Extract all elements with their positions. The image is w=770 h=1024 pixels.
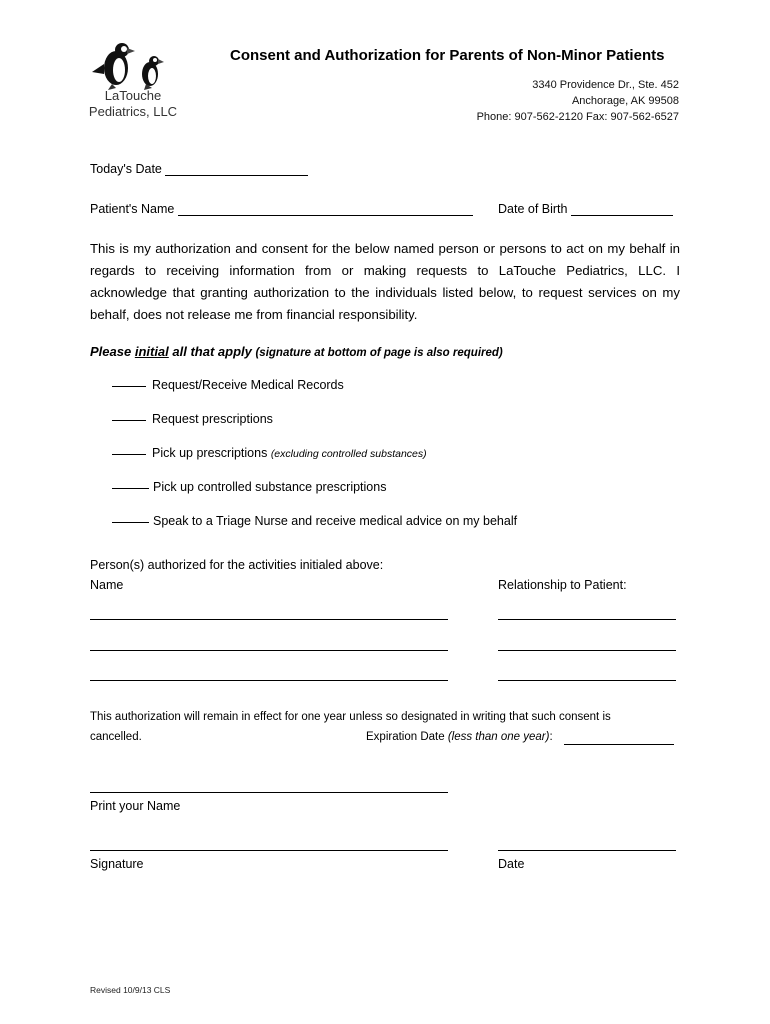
address-phone-fax: Phone: 907-562-2120 Fax: 907-562-6527 xyxy=(476,111,679,123)
expiration-label-note: (less than one year) xyxy=(447,731,550,743)
relationship-field[interactable] xyxy=(498,680,676,681)
date-of-birth-label: Date of Birth xyxy=(498,202,568,216)
logo-line-1: LaTouche xyxy=(104,88,162,103)
page-title: Consent and Authorization for Parents of Non-Minor Patients xyxy=(230,47,665,64)
date-of-birth-field[interactable] xyxy=(571,215,673,216)
expiration-date-label xyxy=(366,731,553,743)
patients-name-field[interactable] xyxy=(178,215,473,216)
puffin-logo-icon xyxy=(78,38,188,94)
instruction-line xyxy=(90,344,503,359)
logo-line-2: Pediatrics, LLC xyxy=(88,104,178,119)
checklist-label: Request/Receive Medical Records xyxy=(152,378,344,392)
signature-label: Signature xyxy=(90,857,144,871)
todays-date-label: Today's Date xyxy=(90,162,162,176)
checklist-item xyxy=(112,514,517,528)
authorized-name-field[interactable] xyxy=(90,680,448,681)
checklist-item xyxy=(112,446,427,460)
instruction-part-1: Please xyxy=(90,344,135,359)
print-name-label: Print your Name xyxy=(90,799,181,813)
expiration-text-1: This authorization will remain in effect for one year unless so designated in writing that such consent is xyxy=(90,711,611,723)
relationship-column-label: Relationship to Patient: xyxy=(498,578,627,592)
revision-footer: Revised 10/9/13 CLS xyxy=(90,985,171,995)
initial-field[interactable] xyxy=(112,386,146,387)
name-column-label: Name xyxy=(90,578,124,592)
company-logo xyxy=(78,38,188,126)
initial-field[interactable] xyxy=(112,454,146,455)
authorized-heading: Person(s) authorized for the activities initialed above: xyxy=(90,558,384,572)
instruction-part-3: all that apply xyxy=(168,344,256,359)
relationship-field[interactable] xyxy=(498,650,676,651)
initial-field[interactable] xyxy=(112,420,146,421)
patients-name-label: Patient's Name xyxy=(90,202,175,216)
checklist-label: Speak to a Triage Nurse and receive medical advice on my behalf xyxy=(153,514,518,528)
checklist-item xyxy=(112,412,273,426)
checklist-item xyxy=(112,378,344,392)
initial-field[interactable] xyxy=(112,522,149,523)
address-city: Anchorage, AK 99508 xyxy=(571,95,679,107)
checklist-note: (excluding controlled substances) xyxy=(270,448,427,460)
initial-field[interactable] xyxy=(112,488,149,489)
authorized-name-field[interactable] xyxy=(90,619,448,620)
instruction-note: (signature at bottom of page is also required) xyxy=(255,347,503,359)
expiration-colon: : xyxy=(549,731,553,743)
relationship-field[interactable] xyxy=(498,619,676,620)
signature-field[interactable] xyxy=(90,850,448,851)
authorized-name-field[interactable] xyxy=(90,650,448,651)
checklist-label: Pick up controlled substance prescriptions xyxy=(153,480,387,494)
instruction-initial: initial xyxy=(134,344,169,359)
date-label: Date xyxy=(498,857,525,871)
todays-date-field[interactable] xyxy=(165,175,308,176)
address-street: 3340 Providence Dr., Ste. 452 xyxy=(532,79,679,91)
checklist-item xyxy=(112,480,386,494)
expiration-label: Expiration Date xyxy=(366,731,448,743)
authorization-paragraph: This is my authorization and consent for the below named person or persons to act on my behalf in regards to receiving information from or making requests to LaTouche Pediatrics, LLC. I acknowledge that granting authorization to the individuals listed below, to request services on my behalf, does not release me from financial responsibility. xyxy=(90,241,680,322)
print-name-field[interactable] xyxy=(90,792,448,793)
checklist-label: Request prescriptions xyxy=(152,412,273,426)
signature-date-field[interactable] xyxy=(498,850,676,851)
expiration-date-field[interactable] xyxy=(564,744,674,745)
expiration-text-2: cancelled. xyxy=(90,731,142,743)
checklist-label: Pick up prescriptions xyxy=(152,446,268,460)
